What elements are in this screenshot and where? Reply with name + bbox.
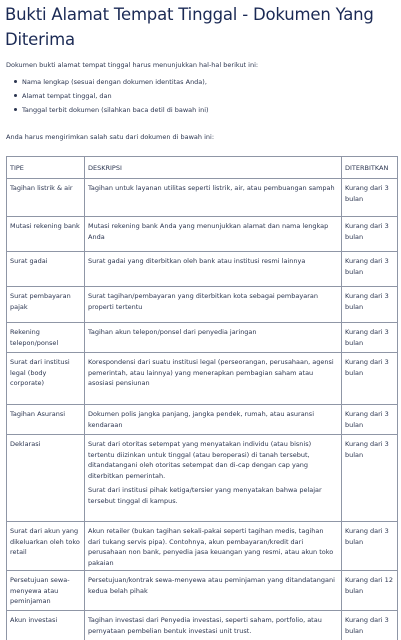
table-row	[7, 405, 398, 435]
cell-type: Surat dari institusi legal (body corporate)	[7, 353, 85, 405]
cell-issued: Kurang dari 3 bulan	[342, 179, 398, 217]
cell-issued: Kurang dari 3 bulan	[342, 405, 398, 435]
cell-type: Tagihan Asuransi	[7, 405, 85, 435]
cell-type: Mutasi rekening bank	[7, 217, 85, 252]
cell-description: Tagihan untuk layanan utilitas seperti listrik, air, atau pembuangan sampah	[85, 179, 342, 217]
list-item: Nama lengkap (sesuai dengan dokumen identitas Anda),	[14, 75, 209, 89]
cell-issued: Kurang dari 3 bulan	[342, 611, 398, 640]
cell-issued: Kurang dari 3 bulan	[342, 522, 398, 571]
cell-issued: Kurang dari 3 bulan	[342, 353, 398, 405]
table-row	[7, 435, 398, 522]
table-row	[7, 571, 398, 611]
requirements-list	[14, 75, 209, 117]
cell-description: Dokumen polis jangka panjang, jangka pendek, rumah, atau asuransi kendaraan	[85, 405, 342, 435]
table-row	[7, 353, 398, 405]
column-header-issued: DITERBITKAN	[342, 157, 398, 179]
cell-type: Deklarasi	[7, 435, 85, 522]
cell-issued: Kurang dari 3 bulan	[342, 435, 398, 522]
cell-type: Rekening telepon/ponsel	[7, 323, 85, 353]
cell-type: Surat dari akun yang dikeluarkan oleh toko retail	[7, 522, 85, 571]
list-item: Alamat tempat tinggal, dan	[14, 89, 209, 103]
column-header-description: DESKRIPSI	[85, 157, 342, 179]
table-row	[7, 287, 398, 323]
intro-text: Dokumen bukti alamat tempat tinggal harus menunjukkan hal-hal berikut ini:	[6, 61, 259, 69]
table-row	[7, 217, 398, 252]
documents-table	[6, 156, 398, 640]
table-row	[7, 323, 398, 353]
cell-description: Mutasi rekening bank Anda yang menunjukkan alamat dan nama lengkap Anda	[85, 217, 342, 252]
cell-type: Akun investasi	[7, 611, 85, 640]
cell-description-paragraph: Surat dari otoritas setempat yang menyatakan individu (atau bisnis) tertentu diizinkan untuk tinggal (atau beroperasi) di tanah tersebut, ditandatangani oleh otoritas setempat dan di-cap dengan cap yang diterbitkan pemerintah.	[88, 440, 312, 480]
list-item: Tanggal terbit dokumen (silahkan baca detil di bawah ini)	[14, 103, 209, 117]
cell-description: Surat tagihan/pembayaran yang diterbitkan kota sebagai pembayaran properti tertentu	[85, 287, 342, 323]
cell-issued: Kurang dari 3 bulan	[342, 323, 398, 353]
cell-type: Persetujuan sewa-menyewa atau peminjaman	[7, 571, 85, 611]
page-title: Bukti Alamat Tempat Tinggal - Dokumen Yang Diterima	[5, 5, 374, 49]
table-row	[7, 179, 398, 217]
cell-issued: Kurang dari 3 bulan	[342, 287, 398, 323]
cell-issued: Kurang dari 3 bulan	[342, 252, 398, 287]
cell-issued: Kurang dari 3 bulan	[342, 217, 398, 252]
column-header-type: TIPE	[7, 157, 85, 179]
cell-description: Surat gadai yang diterbitkan oleh bank atau institusi resmi lainnya	[85, 252, 342, 287]
cell-type: Surat pembayaran pajak	[7, 287, 85, 323]
cell-description: Tagihan akun telepon/ponsel dari penyedia jaringan	[85, 323, 342, 353]
table-row	[7, 522, 398, 571]
cell-type: Surat gadai	[7, 252, 85, 287]
cell-description: Korespondensi dari suatu institusi legal (perseorangan, perusahaan, agensi pemerintah, atau lainnya) yang menerapkan pembagian saham atau asosiasi pensiunan	[85, 353, 342, 405]
table-row	[7, 611, 398, 640]
submit-note: Anda harus mengirimkan salah satu dari dokumen di bawah ini:	[6, 133, 215, 141]
cell-issued: Kurang dari 12 bulan	[342, 571, 398, 611]
cell-description: Akun retailer (bukan tagihan sekali-pakai seperti tagihan medis, tagihan dari tukang servis pipa). Contohnya, akun pembayaran/kredit dari perusahaan non bank, penyedia jasa keuangan yang resmi, atau akun toko pakaian	[85, 522, 342, 571]
cell-description-paragraph: Surat dari institusi pihak ketiga/tersier yang menyatakan bahwa pelajar tersebut tinggal di kampus.	[88, 486, 322, 505]
table-header-row	[7, 157, 398, 179]
cell-description: Persetujuan/kontrak sewa-menyewa atau peminjaman yang ditandatangani kedua belah pihak	[85, 571, 342, 611]
cell-type: Tagihan listrik & air	[7, 179, 85, 217]
table-row	[7, 252, 398, 287]
cell-description	[85, 435, 342, 522]
cell-description: Tagihan investasi dari Penyedia investasi, seperti saham, portfolio, atau pernyataan pembelian bentuk investasi unit trust.	[85, 611, 342, 640]
